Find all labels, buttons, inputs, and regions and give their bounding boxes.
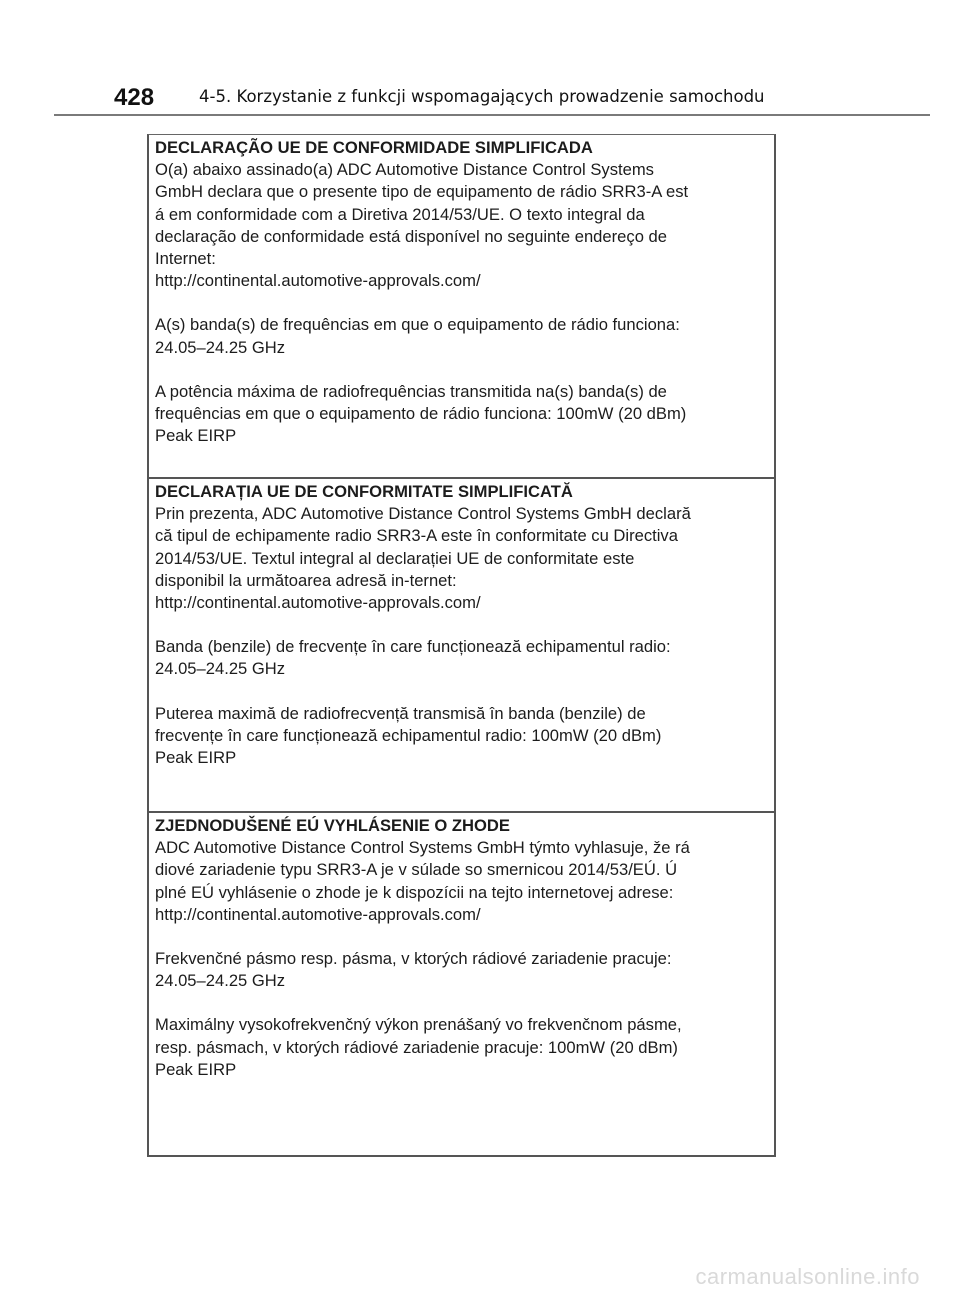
page-header [54, 78, 930, 116]
declaration-heading: ZJEDNODUŠENÉ EÚ VYHLÁSENIE O ZHODE [155, 816, 510, 835]
declaration-paragraph: ADC Automotive Distance Control Systems GmbH týmto vyhlasuje, že rá diové zariadenie typu SRR3-A je v súlade so smernicou 2014/53/EÚ. Ú plné EÚ vyhlásenie o zhode je k dispozícii na tejto internetovej adrese: http://continental.automotive-approvals.com/ [155, 838, 690, 924]
declaration-max-power: Maximálny vysokofrekvenčný výkon prenášaný vo frekvenčnom pásme, resp. pásmach, v ktorých rádiové zariadenie pracuje: 100mW (20 dBm) Peak EIRP [155, 1015, 682, 1079]
watermark: carmanualsonline.info [695, 1264, 920, 1289]
declaration-portuguese [149, 135, 774, 477]
declaration-slovak [149, 811, 774, 1156]
declaration-box [147, 134, 776, 1157]
declaration-frequency-band: Banda (benzile) de frecvențe în care funcționează echipamentul radio: 24.05–24.25 GHz [155, 637, 671, 679]
declaration-frequency-band: Frekvenčné pásmo resp. pásma, v ktorých rádiové zariadenie pracuje: 24.05–24.25 GHz [155, 949, 672, 991]
declaration-max-power: A potência máxima de radiofrequências transmitida na(s) banda(s) de frequências em que o equipamento de rádio funciona: 100mW (20 dBm) Peak EIRP [155, 381, 687, 446]
declaration-heading: DECLARAȚIA UE DE CONFORMITATE SIMPLIFICATĂ [155, 482, 573, 501]
declaration-romanian [149, 477, 774, 811]
declaration-paragraph: O(a) abaixo assinado(a) ADC Automotive Distance Control Systems GmbH declara que o presente tipo de equipamento de rádio SRR3-A est á em conformidade com a Diretiva 2014/53/UE. O texto integral da declaração de conformidade está disponível no seguinte endereço de Internet: http://continental.automotive-approvals.com/ [155, 160, 689, 291]
declaration-paragraph: Prin prezenta, ADC Automotive Distance Control Systems GmbH declară că tipul de echipamente radio SRR3-A este în conformitate cu Directiva 2014/53/UE. Textul integral al declarației UE de conformitate este disponibil la următoarea adresă in-ternet: http://continental.automotive-approvals.com/ [155, 504, 691, 613]
page-number: 428 [114, 84, 155, 111]
section-title: 4-5. Korzystanie z funkcji wspomagających prowadzenie samochodu [199, 87, 765, 106]
declaration-max-power: Puterea maximă de radiofrecvență transmisă în banda (benzile) de frecvențe în care funcționează echipamentul radio: 100mW (20 dBm) Peak EIRP [155, 703, 662, 768]
declaration-heading: DECLARAÇÃO UE DE CONFORMIDADE SIMPLIFICADA [155, 138, 593, 157]
declaration-frequency-band: A(s) banda(s) de frequências em que o equipamento de rádio funciona: 24.05–24.25 GHz [155, 315, 680, 357]
